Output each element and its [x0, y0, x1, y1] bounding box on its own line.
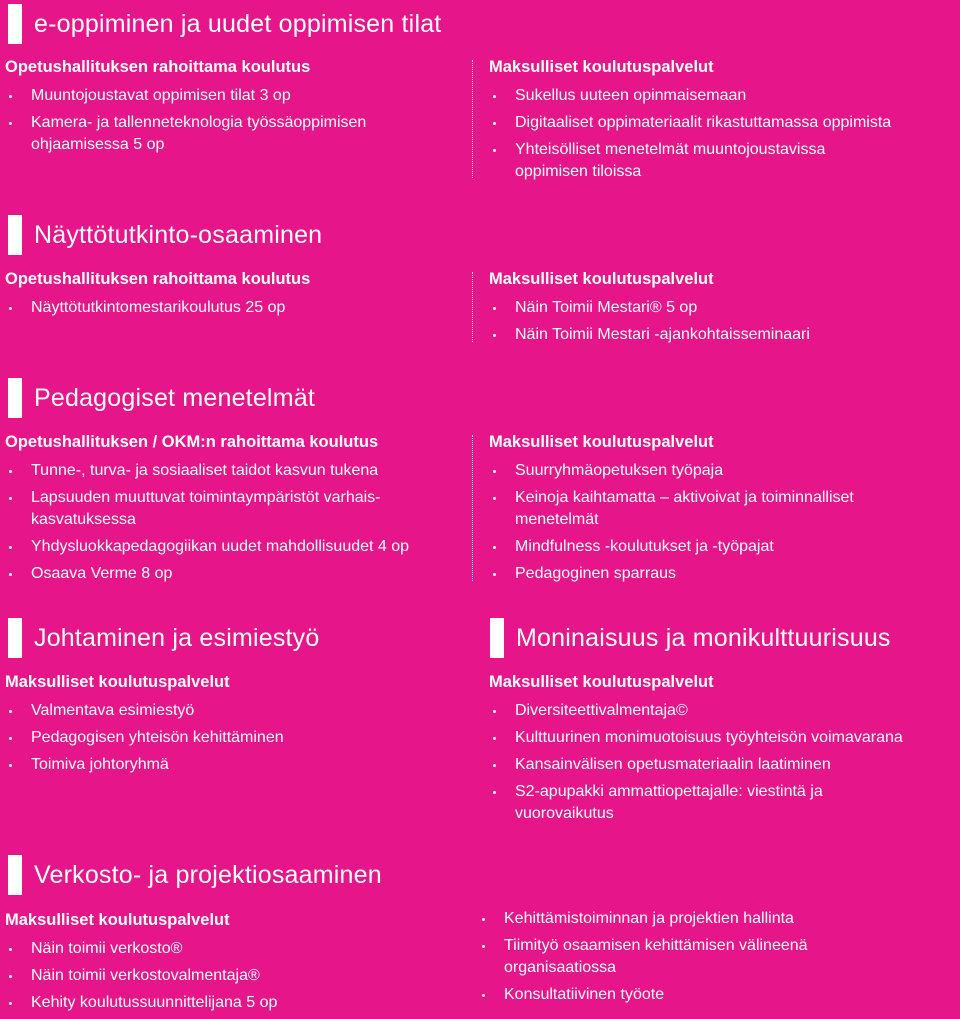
list-item[interactable]: Kamera- ja tallenneteknologia työssäoppimisen ohjaamisessa 5 op [5, 112, 421, 156]
column-heading: Maksulliset koulutuspalvelut [489, 270, 714, 288]
list-item[interactable]: Muuntojoustavat oppimisen tilat 3 op [5, 85, 460, 107]
list-item[interactable]: Diversiteettivalmentaja© [489, 700, 959, 722]
column-heading: Maksulliset koulutuspalvelut [489, 673, 714, 691]
list-item[interactable]: Digitaaliset oppimateriaalit rikastuttamassa oppimista [489, 112, 959, 134]
column-heading: Opetushallituksen rahoittama koulutus [5, 58, 311, 76]
list-item[interactable]: Näin Toimii Mestari -ajankohtaisseminaari [489, 324, 959, 346]
list-item[interactable]: Pedagogisen yhteisön kehittäminen [5, 727, 460, 749]
list-item[interactable]: Kehity koulutussuunnittelijana 5 op [5, 992, 460, 1014]
list-item[interactable]: Kehittämistoiminnan ja projektien hallinta [478, 908, 948, 930]
list-item[interactable]: Yhteisölliset menetelmät muuntojoustavissa oppimisen tiloissa [489, 139, 895, 183]
column-divider [472, 435, 473, 581]
list-item[interactable]: Osaava Verme 8 op [5, 563, 467, 585]
section-title-e-oppiminen [8, 4, 441, 44]
column-heading: Maksulliset koulutuspalvelut [5, 911, 230, 929]
course-list [489, 297, 959, 346]
list-item[interactable]: Pedagoginen sparraus [489, 563, 959, 585]
section-bar [8, 618, 22, 658]
moninaisuus-column [489, 673, 959, 830]
section-title-johtaminen [8, 618, 320, 658]
list-item[interactable]: Keinoja kaihtamatta – aktivoivat ja toiminnalliset menetelmät [489, 487, 915, 531]
section-title-nayttotutkinto [8, 215, 322, 255]
list-item[interactable]: Näin toimii verkostovalmentaja® [5, 965, 460, 987]
list-item[interactable]: Toimiva johtoryhmä [5, 754, 460, 776]
list-item[interactable]: Näin Toimii Mestari® 5 op [489, 297, 959, 319]
list-item[interactable]: Suurryhmäopetuksen työpaja [489, 460, 959, 482]
course-list [489, 460, 959, 585]
list-item[interactable]: Tiimityö osaamisen kehittämisen välineenä organisaatiossa [478, 935, 884, 979]
list-item[interactable]: Sukellus uuteen opinmaisemaan [489, 85, 959, 107]
section-title-text: Pedagogiset menetelmät [34, 383, 315, 412]
section-title-pedagogiset [8, 378, 315, 418]
column-divider [472, 272, 473, 342]
nayttotutkinto-right-column [489, 270, 959, 351]
column-heading: Maksulliset koulutuspalvelut [489, 433, 714, 451]
column-heading: Maksulliset koulutuspalvelut [489, 58, 714, 76]
johtaminen-column [5, 673, 460, 781]
list-item[interactable]: Valmentava esimiestyö [5, 700, 460, 722]
list-item[interactable]: Kulttuurinen monimuotoisuus työyhteisön voimavarana [489, 727, 959, 749]
column-heading: Opetushallituksen / OKM:n rahoittama koulutus [5, 433, 379, 451]
section-title-verkosto [8, 855, 382, 895]
course-list [489, 85, 959, 183]
course-list [5, 700, 460, 776]
pedagogiset-right-column [489, 433, 959, 590]
section-title-text: Näyttötutkinto-osaaminen [34, 220, 323, 249]
list-item[interactable]: Yhdysluokkapedagogiikan uudet mahdollisuudet 4 op [5, 536, 467, 558]
column-heading: Maksulliset koulutuspalvelut [5, 673, 230, 691]
section-title-text: Johtaminen ja esimiestyö [34, 623, 320, 652]
section-title-text: Verkosto- ja projektiosaaminen [34, 860, 382, 889]
list-item[interactable]: S2-apupakki ammattiopettajalle: viestintä ja vuorovaikutus [489, 781, 915, 825]
course-list [5, 85, 460, 156]
course-list [489, 700, 959, 825]
list-item[interactable]: Näyttötutkintomestarikoulutus 25 op [5, 297, 460, 319]
list-item[interactable]: Konsultatiivinen työote [478, 984, 948, 1006]
section-bar [8, 215, 22, 255]
list-item[interactable]: Tunne-, turva- ja sosiaaliset taidot kasvun tukena [5, 460, 467, 482]
section-title-text: e-oppiminen ja uudet oppimisen tilat [34, 9, 442, 38]
list-item[interactable]: Lapsuuden muuttuvat toimintaympäristöt varhais-kasvatuksessa [5, 487, 431, 531]
course-list [5, 297, 460, 319]
section-title-text: Moninaisuus ja monikulttuurisuus [516, 623, 891, 652]
verkosto-left-column [5, 911, 460, 1019]
verkosto-right-column [478, 908, 948, 1011]
list-item[interactable]: Mindfulness -koulutukset ja -työpajat [489, 536, 959, 558]
column-divider [472, 60, 473, 178]
section-bar [8, 378, 22, 418]
list-item[interactable]: Kansainvälisen opetusmateriaalin laatiminen [489, 754, 959, 776]
list-item[interactable]: Näin toimii verkosto® [5, 938, 460, 960]
course-list [5, 938, 460, 1014]
course-list [478, 908, 948, 1006]
pedagogiset-left-column [5, 433, 467, 590]
e-oppiminen-right-column [489, 58, 959, 188]
nayttotutkinto-left-column [5, 270, 460, 324]
column-heading: Opetushallituksen rahoittama koulutus [5, 270, 311, 288]
course-list [5, 460, 467, 585]
e-oppiminen-left-column [5, 58, 460, 161]
section-bar [8, 4, 22, 44]
section-bar [490, 618, 504, 658]
section-bar [8, 855, 22, 895]
section-title-moninaisuus [490, 618, 891, 658]
